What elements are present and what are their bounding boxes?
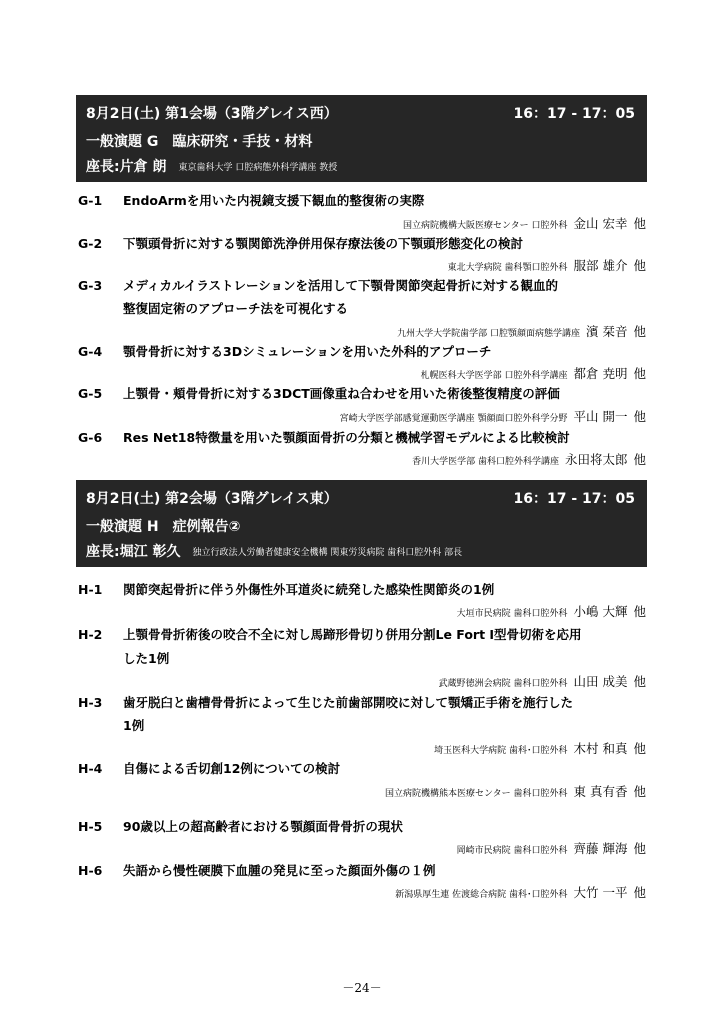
presentation-title xyxy=(78,817,403,835)
affiliation: 大垣市民病院 歯科口腔外科 xyxy=(456,609,568,619)
author-name: 金山 宏幸 xyxy=(573,216,628,231)
presentation-author xyxy=(448,255,646,274)
presentation-author xyxy=(385,781,646,800)
presentation-code: G-3 xyxy=(78,278,103,293)
session-h-title: 一般演題 H 症例報告② xyxy=(86,519,241,535)
author-name: 都倉 尭明 xyxy=(573,366,628,381)
title-continuation: 1例 xyxy=(123,718,145,733)
presentation-author xyxy=(397,321,646,340)
affiliation: 香川大学医学部 歯科口腔外科学講座 xyxy=(412,457,559,467)
title-text: Res Net18特徴量を用いた顎顔面骨折の分類と機械学習モデルによる比較検討 xyxy=(123,430,570,445)
session-h-date-venue: 8月2日(土) 第2会場（3階グレイス東） xyxy=(86,491,338,507)
presentation-code: G-1 xyxy=(78,193,103,208)
presentation-author xyxy=(439,671,646,690)
et-al: 他 xyxy=(633,452,646,467)
affiliation: 札幌医科大学医学部 口腔外科学講座 xyxy=(420,371,568,381)
session-g-time: 16：17 - 17：05 xyxy=(513,106,635,122)
et-al: 他 xyxy=(633,409,646,424)
et-al: 他 xyxy=(633,366,646,381)
et-al: 他 xyxy=(633,841,646,856)
presentation-title xyxy=(78,580,494,598)
title-text: 下顎頭骨折に対する顎関節洗浄併用保存療法後の下顎頭形態変化の検討 xyxy=(123,236,524,251)
title-text: 顎骨骨折に対する3Dシミュレーションを用いた外科的アプローチ xyxy=(123,344,492,359)
et-al: 他 xyxy=(633,604,646,619)
et-al: 他 xyxy=(633,258,646,273)
title-text: メディカルイラストレーションを活用して下顎骨関節突起骨折に対する観血的 xyxy=(123,278,559,293)
presentation-code: G-2 xyxy=(78,236,103,251)
affiliation: 国立病院機構熊本医療センター 歯科口腔外科 xyxy=(384,789,568,799)
presentation-title xyxy=(78,759,340,777)
author-name: 木村 和真 xyxy=(573,741,628,756)
et-al: 他 xyxy=(633,784,646,799)
presentation-code: G-6 xyxy=(78,430,103,445)
affiliation: 埼玉医科大学病院 歯科･口腔外科 xyxy=(434,746,568,756)
affiliation: 武蔵野徳洲会病院 歯科口腔外科 xyxy=(438,679,568,689)
presentation-author xyxy=(457,838,646,857)
presentation-author xyxy=(457,601,646,620)
title-text: 関節突起骨折に伴う外傷性外耳道炎に続発した感染性関節炎の1例 xyxy=(123,582,495,597)
presentation-code: H-6 xyxy=(78,863,103,878)
presentation-code: H-2 xyxy=(78,627,103,642)
presentation-code: H-5 xyxy=(78,819,103,834)
author-name: 齊藤 輝海 xyxy=(573,841,628,856)
title-continuation: した1例 xyxy=(123,651,170,666)
affiliation: 九州大学大学院歯学部 口腔顎顔面病態学講座 xyxy=(397,329,580,339)
author-name: 大竹 一平 xyxy=(573,885,628,900)
et-al: 他 xyxy=(633,324,646,339)
chair-affiliation: 独立行政法人労働者健康安全機構 関東労災病院 歯科口腔外科 部長 xyxy=(192,548,463,558)
author-name: 山田 成美 xyxy=(573,674,628,689)
et-al: 他 xyxy=(633,216,646,231)
chair-label: 座長: xyxy=(86,159,120,175)
session-g-title: 一般演題 G 臨床研究・手技・材料 xyxy=(86,134,313,150)
presentation-code: H-1 xyxy=(78,582,103,597)
author-name: 小嶋 大輝 xyxy=(573,604,628,619)
page-number: －24－ xyxy=(342,981,382,995)
title-text: 上顎骨・頬骨骨折に対する3DCT画像重ね合わせを用いた術後整復精度の評価 xyxy=(123,386,560,401)
affiliation: 新潟県厚生連 佐渡総合病院 歯科･口腔外科 xyxy=(395,890,568,900)
session-h-header xyxy=(76,480,647,567)
title-text: 90歳以上の超高齢者における顎顔面骨骨折の現状 xyxy=(123,819,403,834)
affiliation: 岡崎市民病院 歯科口腔外科 xyxy=(456,846,568,856)
session-g-date-venue: 8月2日(土) 第1会場（3階グレイス西） xyxy=(86,106,338,122)
presentation-code: G-5 xyxy=(78,386,103,401)
presentation-title xyxy=(78,342,491,360)
title-text: 歯牙脱臼と歯槽骨骨折によって生じた前歯部開咬に対して顎矯正手術を施行した xyxy=(123,695,574,710)
title-text: 上顎骨骨折術後の咬合不全に対し馬蹄形骨切り併用分割Le Fort I型骨切術を応用 xyxy=(123,627,582,642)
presentation-code: H-4 xyxy=(78,761,103,776)
presentation-title xyxy=(78,234,523,252)
session-g-chair xyxy=(86,156,337,176)
session-h-chair xyxy=(86,541,462,561)
author-name: 服部 雄介 xyxy=(573,258,628,273)
presentation-code: G-4 xyxy=(78,344,103,359)
presentation-author xyxy=(412,449,646,468)
author-name: 平山 開一 xyxy=(573,409,628,424)
affiliation: 東北大学病院 歯科顎口腔外科 xyxy=(447,263,568,273)
title-continuation: 整復固定術のアプローチ法を可視化する xyxy=(123,301,349,316)
chair-label: 座長: xyxy=(86,544,120,560)
affiliation: 国立病院機構大阪医療センター 口腔外科 xyxy=(402,221,568,231)
presentation-title xyxy=(78,191,424,209)
presentation-author xyxy=(395,882,646,901)
affiliation: 宮崎大学医学部感覚運動医学講座 顎顔面口腔外科学分野 xyxy=(339,414,568,424)
title-text: 自傷による舌切創12例についての検討 xyxy=(123,761,341,776)
title-text: EndoArmを用いた内視鏡支援下観血的整復術の実際 xyxy=(123,193,425,208)
presentation-author xyxy=(403,213,646,232)
presentation-author xyxy=(434,738,646,757)
presentation-title xyxy=(78,625,582,643)
presentation-title xyxy=(78,693,573,711)
title-text: 失語から慢性硬膜下血腫の発見に至った顔面外傷の１例 xyxy=(123,863,436,878)
et-al: 他 xyxy=(633,885,646,900)
et-al: 他 xyxy=(633,674,646,689)
chair-affiliation: 東京歯科大学 口腔病態外科学講座 教授 xyxy=(178,163,338,173)
et-al: 他 xyxy=(633,741,646,756)
presentation-title xyxy=(78,861,436,879)
presentation-title xyxy=(78,428,570,446)
session-g-header xyxy=(76,95,647,182)
author-name: 東 真有香 xyxy=(573,784,628,799)
chair-name: 片倉 朗 xyxy=(119,159,167,175)
author-name: 濱 栞音 xyxy=(586,324,628,339)
author-name: 永田将太郎 xyxy=(564,452,628,467)
presentation-title xyxy=(78,276,558,294)
presentation-author xyxy=(340,406,646,425)
chair-name: 堀江 彰久 xyxy=(119,544,181,560)
presentation-author xyxy=(421,363,646,382)
presentation-title xyxy=(78,384,560,402)
presentation-code: H-3 xyxy=(78,695,103,710)
session-h-time: 16：17 - 17：05 xyxy=(513,491,635,507)
